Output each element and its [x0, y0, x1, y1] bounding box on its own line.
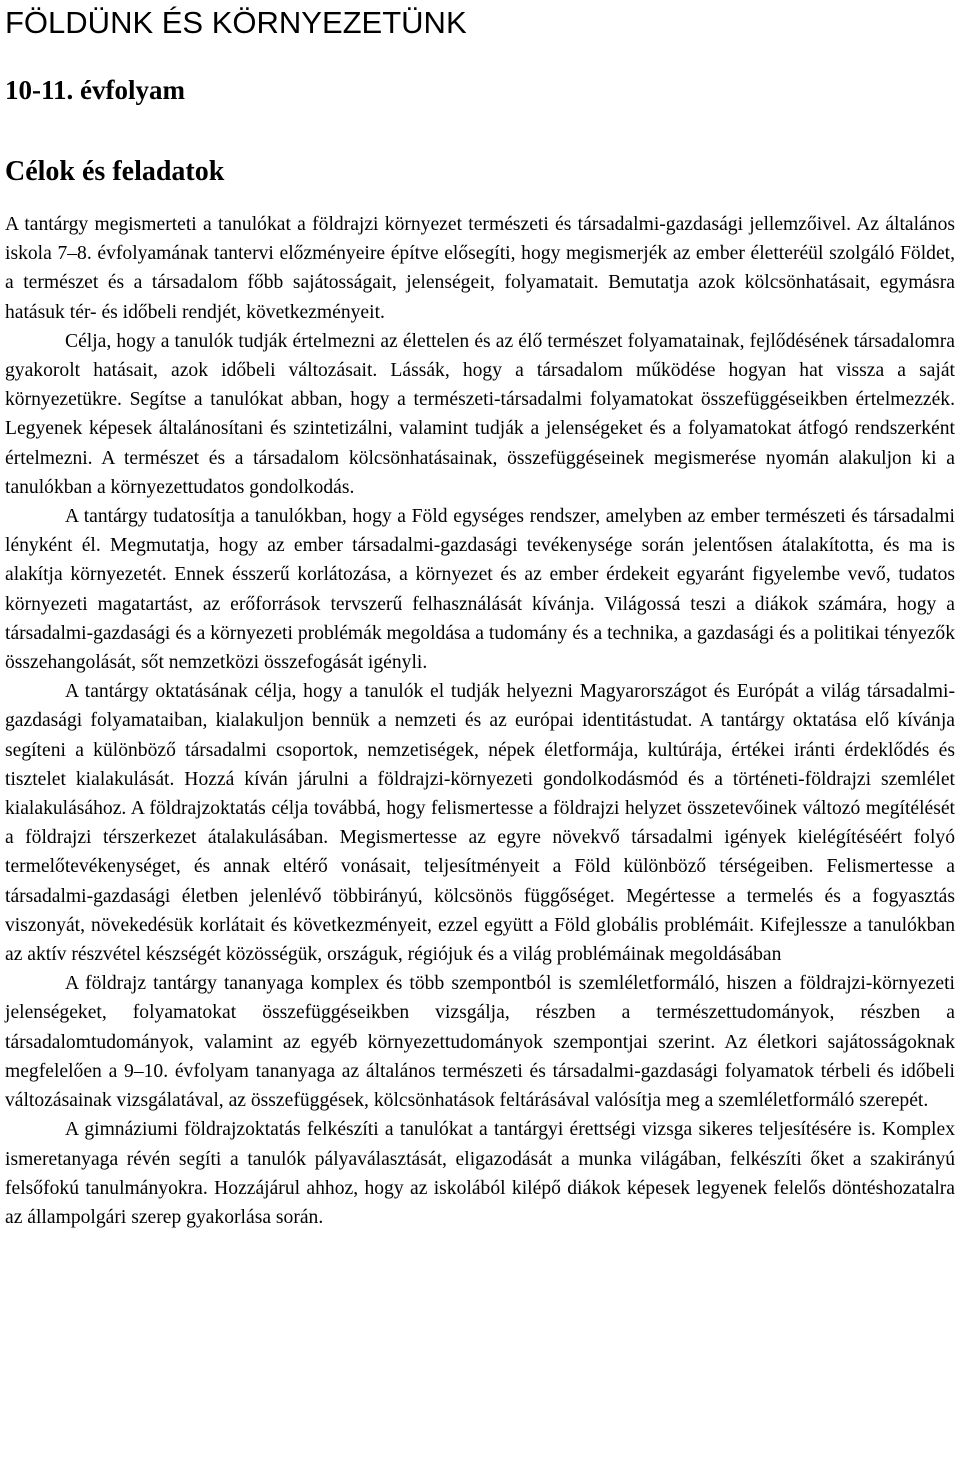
paragraph-exam-preparation: A gimnáziumi földrajzoktatás felkészíti a tanulókat a tantárgyi érettségi vizsga sikeres teljesítésére is. Komplex ismeretanyaga révén segíti a tanulók pályaválasztását, eligazodását a munka világában, felkészíti őket a szakirányú felsőfokú tanulmányokra. Hozzájárul ahhoz, hogy az iskolából kilépő diákok képesek legyenek felelős döntéshozatalra az állampolgári szerep gyakorlása során. — [5, 1119, 955, 1228]
paragraph-goals: Célja, hogy a tanulók tudják értelmezni az élettelen és az élő természet folyamatainak, fejlődésének társadalomra gyakorolt hatásait, azok időbeli változásait. Lássák, hogy a társadalom működése hogyan hat vissza a saját környezetükre. Segítse a tanulókat abban, hogy a természeti-társadalmi folyamatokat összefüggéseikben értelmezzék. Legyenek képesek általánosítani és szintetizálni, valamint tudják a jelenségeket és a folyamatokat átfogó rendszerként értelmezni. A természet és a társadalom kölcsönhatásainak, összefüggéseinek megismerése nyomán alakuljon ki a tanulókban a környezettudatos gondolkodás. — [5, 330, 955, 498]
grade-level: 10-11. évfolyam — [5, 75, 185, 105]
document-page — [5, 0, 955, 1232]
paragraph-curriculum: A földrajz tantárgy tananyaga komplex és több szempontból is szemléletformáló, hiszen a földrajzi-környezeti jelenségeket, folyamatokat összefüggéseikben vizsgálja, részben a természettudományok, részben a társadalomtudományok, valamint az egyéb környezettudományok szempontjai szerint. Az életkori sajátosságoknak megfelelően a 9–10. évfolyam tananyaga az általános természeti és társadalmi-gazdasági folyamatok térbeli és időbeli változásainak vizsgálatával, az összefüggések, kölcsönhatások feltárásával valósítja meg a szemléletformáló szerepét. — [5, 973, 955, 1112]
document-title: FÖLDÜNK ÉS KÖRNYEZETÜNK — [5, 5, 467, 40]
paragraph-intro: A tantárgy megismerteti a tanulókat a földrajzi környezet természeti és társadalmi-gazdasági jellemzőivel. Az általános iskola 7–8. évfolyamának tantervi előzményeire építve elősegíti, hogy megismerjék az ember életteréül szolgáló Földet, a természet és a társadalom főbb sajátosságait, jelenségeit, folyamatait. Bemutatja azok kölcsönhatásait, egymásra hatásuk tér- és időbeli rendjét, következményeit. — [5, 214, 955, 323]
paragraph-earth-system: A tantárgy tudatosítja a tanulókban, hogy a Föld egységes rendszer, amelyben az ember természeti és társadalmi lényként él. Megmutatja, hogy az ember társadalmi-gazdasági tevékenysége során jelentősen átalakította, és ma is alakítja környezetét. Ennek ésszerű korlátozása, a környezet és az ember érdekeit egyaránt figyelembe vevő, tudatos környezeti magatartást, az erőforrások tervszerű felhasználását kívánja. Világossá teszi a diákok számára, hogy a társadalmi-gazdasági és a környezeti problémák megoldása a tudomány és a technika, a gazdasági és a politikai tényezők összehangolását, sőt nemzetközi összefogását igényli. — [5, 506, 955, 674]
section-heading: Célok és feladatok — [5, 156, 225, 187]
paragraph-identity: A tantárgy oktatásának célja, hogy a tanulók el tudják helyezni Magyarországot és Európát a világ társadalmi-gazdasági folyamataiban, kialakuljon bennük a nemzeti és az európai identitástudat. A tantárgy oktatása elő kívánja segíteni a különböző társadalmi csoportok, nemzetiségek, népek életformája, kultúrája, értékei iránti érdeklődés és tisztelet kialakulását. Hozzá kíván járulni a földrajzi-környezeti gondolkodásmód és a történeti-földrajzi szemlélet kialakulásához. A földrajzoktatás célja továbbá, hogy felismertesse a földrajzi helyzet összetevőinek változó megítélését a földrajzi térszerkezet átalakulásában. Megismertesse az egyre növekvő társadalmi igények kielégítéséért folyó termelőtevékenységet, és annak eltérő vonásait, teljesítményeit a Föld különböző térségeiben. Felismertesse a társadalmi-gazdasági életben jelenlévő többirányú, kölcsönös függőséget. Megértesse a termelés és a fogyasztás viszonyát, növekedésük korlátait és következményeit, ezzel együtt a Föld globális problémáit. Kifejlessze a tanulókban az aktív részvétel készségét közösségük, országuk, régiójuk és a világ problémáinak megoldásában — [5, 681, 955, 966]
document-body — [5, 210, 955, 1232]
